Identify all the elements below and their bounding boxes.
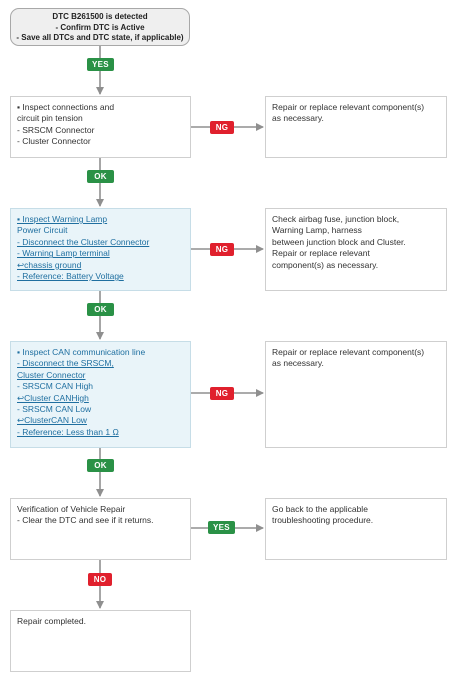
start-terminal <box>10 8 190 46</box>
end-line: Repair completed. <box>17 616 86 626</box>
cluster-canhigh-link[interactable]: ↩Cluster CANHigh <box>17 392 89 403</box>
step3-ng-line: as necessary. <box>272 358 324 369</box>
step1-line: circuit pin tension <box>17 113 83 124</box>
step3-ng-action <box>265 341 447 448</box>
ng-badge: NG <box>210 121 234 134</box>
inspect-warning-lamp-link[interactable]: ▪ Inspect Warning Lamp <box>17 214 108 224</box>
step1-line: - SRSCM Connector <box>17 124 95 135</box>
step3-line: - SRSCM CAN Low <box>17 404 92 415</box>
step4-line: - Clear the DTC and see if it returns. <box>17 515 154 526</box>
step1-ng-action: Repair or replace relevant component(s) as necessary. <box>265 96 447 158</box>
ok-badge: OK <box>87 170 114 183</box>
start-line: DTC B261500 is detected <box>52 12 148 21</box>
step3-line: ▪ Inspect CAN communication line <box>17 347 146 357</box>
disconnect-cluster-connector-link[interactable]: - Disconnect the Cluster Connector <box>17 236 150 247</box>
start-line: - Confirm DTC is Active <box>55 22 145 32</box>
yes-badge: YES <box>87 58 114 71</box>
chassis-ground-link[interactable]: ↩chassis ground <box>17 259 82 270</box>
ng-badge: NG <box>210 243 234 256</box>
step2-ng-line: Repair or replace relevant <box>272 248 370 259</box>
disconnect-srscm-link[interactable]: - Disconnect the SRSCM, <box>17 358 114 369</box>
step3-inspect-can-line <box>10 341 191 448</box>
step4-yes-line: troubleshooting procedure. <box>272 515 374 526</box>
step2-ng-line: component(s) as necessary. <box>272 259 379 270</box>
yes-badge: YES <box>208 521 235 534</box>
ok-badge: OK <box>87 459 114 472</box>
reference-battery-voltage-link[interactable]: - Reference: Battery Voltage <box>17 271 124 282</box>
reference-resistance-link[interactable]: - Reference: Less than 1 Ω <box>17 426 119 437</box>
step2-ng-action <box>265 208 447 291</box>
step2-line: Power Circuit <box>17 225 68 236</box>
step1-line: ▪ Inspect connections and <box>17 102 115 112</box>
step2-ng-line: between junction block and Cluster. <box>272 236 406 247</box>
step3-line: - SRSCM CAN High <box>17 381 94 392</box>
warning-lamp-terminal-link[interactable]: - Warning Lamp terminal <box>17 248 110 259</box>
step4-yes-line: Go back to the applicable <box>272 504 368 514</box>
cluster-canlow-link[interactable]: ↩ClusterCAN Low <box>17 415 87 426</box>
no-badge: NO <box>88 573 112 586</box>
step4-yes-action <box>265 498 447 560</box>
ng-badge: NG <box>210 387 234 400</box>
start-line: - Save all DTCs and DTC state, if applicable) <box>16 33 184 42</box>
step2-inspect-warning-lamp <box>10 208 191 291</box>
step4-line: Verification of Vehicle Repair <box>17 504 126 514</box>
step2-ng-line: Check airbag fuse, junction block, <box>272 214 400 224</box>
end-repair-completed <box>10 610 191 672</box>
ok-badge: OK <box>87 303 114 316</box>
step1-line: - Cluster Connector <box>17 136 91 147</box>
step2-ng-line: Warning Lamp, harness <box>272 225 362 236</box>
cluster-connector-link[interactable]: Cluster Connector <box>17 369 86 380</box>
step3-ng-line: Repair or replace relevant component(s) <box>272 347 425 357</box>
step1-inspect-connections <box>10 96 191 158</box>
step4-verification <box>10 498 191 560</box>
